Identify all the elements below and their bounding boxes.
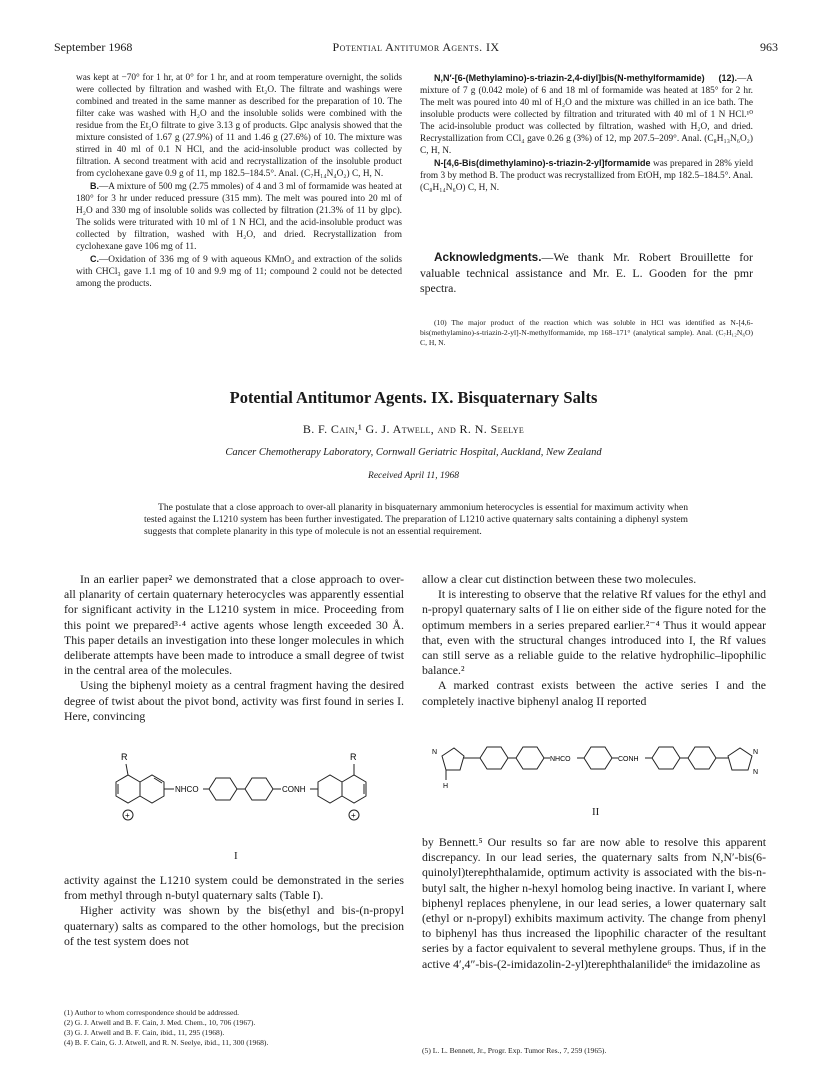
- footnote: (3) G. J. Atwell and B. F. Cain, ibid., 11, 295 (1968).: [64, 1028, 225, 1037]
- structure-ii-amide-left: NHCO: [550, 756, 571, 763]
- contrast-paragraph: A marked contrast exists between the active series I and the completely inactive biphenyl analog II reported: [422, 678, 766, 708]
- article-authors: B. F. Cain,¹ G. J. Atwell, and R. N. Seelye: [302, 422, 525, 436]
- footnote: (2) G. J. Atwell and B. F. Cain, J. Med. Chem., 10, 706 (1967).: [64, 1018, 256, 1027]
- footnotes-left: [64, 1008, 404, 1048]
- structure-i-amide-left: NHCO: [175, 785, 199, 794]
- abstract: The postulate that a close approach to over-all planarity in bisquaternary ammonium heterocycles is essential for maximum activity when tested against the L1210 system has been further investigated. The preparation of L1210 active quaternary salts containing a diphenyl system suggests that complete planarity in this type of molecule is not an essential requirement.: [144, 502, 688, 537]
- method-b-paragraph: [76, 180, 402, 253]
- structure-i-label: I: [234, 850, 238, 862]
- footnote: (1) Author to whom correspondence should be addressed.: [64, 1008, 240, 1017]
- header-date: September 1968: [54, 40, 133, 54]
- structure-ii-h-left: H: [443, 783, 449, 790]
- article-affiliation: Cancer Chemotherapy Laboratory, Cornwall Geriatric Hospital, Auckland, New Zealand: [225, 447, 602, 458]
- structure-ii-diagram: [428, 728, 768, 798]
- structure-i-r-right: R: [350, 752, 357, 762]
- footnote-5: (5) L. L. Bennett, Jr., Progr. Exp. Tumor Res., 7, 259 (1965).: [422, 1046, 607, 1055]
- header-page-number: 963: [760, 40, 778, 54]
- compound-12-heading: N,N′-[6-(Methylamino)-s-triazin-2,4-diyl]bis(N-methylformamide) (12).: [434, 73, 737, 83]
- formamide-heading: N-[4,6-Bis(dimethylamino)-s-triazin-2-yl]formamide: [434, 158, 651, 168]
- structure-ii-n-left: N: [432, 749, 438, 756]
- experimental-paragraph: was kept at −70° for 1 hr, at 0° for 1 hr, and at room temperature overnight, the solids were collected by filtration and washed with Et₂O. The filtrate and washings were combined and treated in the same manner as described for the preparation of 10. The filter cake was washed with H₂O and the insoluble solids were combined with the residue from the Et₂O filtrate to give 3.13 g of products. Glpc analysis showed that the mixture consisted of 1.67 g (27.9%) of 11 and 1.46 g (27.6%) of 10. The mixture was stirred in 40 ml of 0.1 N HCl, and the acid-insoluble product was collected by filtration. A second treatment with acid and recrystallization of the insoluble product from cyclohexane gave 0.9 g of 11, mp 182.5–184.5°. Anal. (C₇H₁₄N₄O₂) C, H, N.: [76, 73, 402, 179]
- acknowledgments: [420, 250, 753, 297]
- header-journal-section: Potential Antitumor Agents. IX: [332, 40, 500, 54]
- structure-ii-n-right: N: [753, 749, 759, 756]
- acknowledgments-heading: Acknowledgments.: [434, 250, 542, 264]
- formamide-text: was prepared in 28% yield from 3 by method B. The product was recrystallized from EtOH, mp 182.5–184.5°. Anal. (C₈H₁₄N₆O) C, H, N.: [420, 159, 753, 193]
- experimental-right-column: [420, 72, 753, 194]
- article-title: Potential Antitumor Agents. IX. Bisquaternary Salts: [229, 388, 598, 407]
- method-c-heading: C.: [90, 254, 99, 264]
- intro-paragraph: In an earlier paper² we demonstrated that a close approach to over-all planarity of certain quaternary heterocycles was apparently essential for significant activity in the L1210 system in mice. Proceeding from this point we prepared³·⁴ active agents whose length exceeded 30 Å. This paper details an investigation into these longer molecules in which deliberate attempts have been made to introduce a small degree of twist in the central area of the molecules.: [64, 572, 404, 678]
- method-b-text: —A mixture of 500 mg (2.75 mmoles) of 4 and 3 ml of formamide was heated at 180° for 3 hr under reduced pressure (315 mm). The melt was poured into 20 ml of H₂O and 330 mg of insoluble solids was collected by filtration (21.3% of 11 by glpc). The solids were triturated with 10 ml of 1 N HCl, and the acid-insoluble product was collected by filtration, washed with H₂O, and dried. Recrystallization from cyclohexane gave 106 mg of 11.: [76, 182, 402, 252]
- structure-i-amide-right: CONH: [282, 785, 306, 794]
- received-date: Received April 11, 1968: [368, 471, 459, 481]
- footnote-10: (10) The major product of the reaction which was soluble in HCl was identified as N-[4,6-bis(methylamino)-s-triazin-2-yl]-N-methylformamide, mp 168–171° (analytical sample). Anal. (C₇H₁₂N₆O) C, H, N.: [420, 318, 753, 347]
- body-left-top: [64, 572, 404, 724]
- structure-i-plus-right: +: [351, 811, 356, 820]
- method-c-paragraph: [76, 253, 402, 290]
- activity-paragraph: activity against the L1210 system could be demonstrated in the series from methyl through n-butyl quaternary salts (Table I).: [64, 873, 404, 903]
- continued-paragraph: allow a clear cut distinction between these two molecules.: [422, 572, 697, 586]
- compound-12-paragraph: [420, 72, 753, 157]
- body-right-bottom: [422, 835, 766, 972]
- structure-ii-label: II: [592, 806, 600, 818]
- structure-i-r-left: R: [121, 752, 128, 762]
- body-left-bottom: [64, 873, 404, 949]
- structure-i-plus-left: +: [125, 811, 130, 820]
- method-b-heading: B.: [90, 181, 99, 191]
- compound-12-text: —A mixture of 7 g (0.042 mole) of 6 and 18 ml of formamide was heated at 185° for 2 hr. The melt was poured into 40 ml of H₂O and the mixture was chilled in an ice bath. The insoluble products were collected by filtration and triturated with 40 ml of 1 N HCl.¹⁰ The acid-insoluble product was collected by filtration, washed with H₂O, and dried. Recrystallization from CCl₄ gave 0.26 g (3%) of 12, mp 207.5–209°. Anal. (C₈H₁₃N₆O₂) C, H, N.: [420, 74, 753, 156]
- biphenyl-paragraph: Using the biphenyl moiety as a central fragment having the desired degree of twist about the pivot bond, activity was first found in series I. Here, convincing: [64, 678, 404, 723]
- structure-i-diagram: [96, 742, 386, 842]
- experimental-left-column: [76, 72, 402, 290]
- body-right-top: [422, 572, 766, 709]
- rf-paragraph: It is interesting to observe that the relative Rf values for the ethyl and n-propyl quaternary salts of I lie on either side of the figure noted for the optimum members in a series prepared earlier.²⁻⁴ Thus it would appear that, even with the structural changes introduced into I, the Rf values can still serve as a reliable guide to the relative hydrophilic–lipophilic balance.²: [422, 587, 766, 678]
- higher-activity-paragraph: Higher activity was shown by the bis(ethyl and bis-(n-propyl quaternary) salts as compared to the other homologs, but the precision of the test system does not: [64, 903, 404, 948]
- acknowledgments-text: —We thank Mr. Robert Brouillette for valuable technical assistance and Mr. E. L. Gooden for the pmr spectra.: [420, 250, 753, 295]
- structure-ii-amide-right: CONH: [618, 756, 639, 763]
- formamide-paragraph: [420, 157, 753, 194]
- running-header: [54, 40, 778, 56]
- structure-ii-n-right-lower: N: [753, 769, 759, 776]
- method-c-text: —Oxidation of 336 mg of 9 with aqueous KMnO₄ and extraction of the solids with CHCl₃ gave 1.1 mg of 10 and 9.9 mg of 11; compound 2 could not be detected among the products.: [76, 255, 402, 289]
- footnote: (4) B. F. Cain, G. J. Atwell, and R. N. Seelye, ibid., 11, 300 (1968).: [64, 1038, 269, 1047]
- bennett-paragraph: by Bennett.⁵ Our results so far are now able to resolve this apparent discrepancy. In our lead series, the quaternary salts from N,N′-bis(6-quinolyl)terephthalamide, optimum activity is associated with the bis-n-butyl salt, the higher n-hexyl homolog being inactive. In variant I, where biphenyl replaces phenylene, in our lead series, a lower quaternary salt (ethyl or n-propyl) exhibits maximum activity. The change from phenyl to biphenyl has thus increased the lipophilic character of the resultant series by a factor equivalent to several methylene groups. Thus, if in the active 4′,4″-bis-(2-imidazolin-2-yl)terephthalanilide⁶ the imidazoline as: [422, 835, 766, 971]
